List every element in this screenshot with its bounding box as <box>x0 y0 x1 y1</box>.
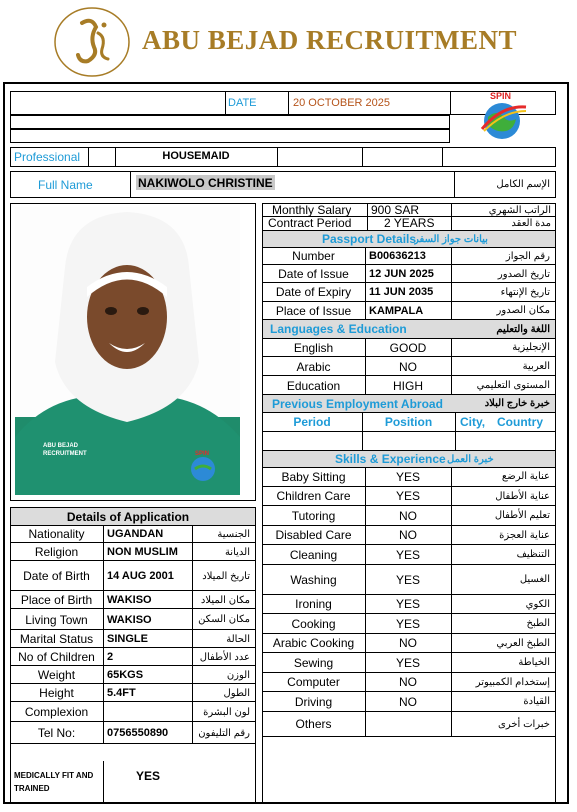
employment-col-position: Position <box>384 414 433 429</box>
skill-row-value: YES <box>395 547 420 562</box>
application-row <box>10 684 256 702</box>
medical-label: MEDICALLY FIT AND TRAINED <box>14 771 94 793</box>
skill-row <box>262 673 556 693</box>
date-label: DATE <box>228 97 257 109</box>
skill-row-label-ar: إستخدام الكمبيوتر <box>475 676 550 688</box>
skill-row <box>262 565 556 595</box>
application-row-label-ar: تاريخ الميلاد <box>202 570 250 582</box>
skill-row-value: YES <box>395 469 420 484</box>
application-title: Details of Application <box>66 509 190 524</box>
passport-row-label: Date of Expiry <box>275 285 352 300</box>
skill-row-label-ar: خبرات أخرى <box>498 718 550 730</box>
application-row <box>10 722 256 744</box>
skill-row-value: NO <box>399 528 417 543</box>
skill-row-value: NO <box>399 694 417 709</box>
passport-row-value: KAMPALA <box>369 304 424 317</box>
application-row <box>10 525 256 543</box>
passport-row <box>262 283 556 301</box>
company-name: ABU BEJAD RECRUITMENT <box>142 25 518 55</box>
employment-col-period: Period <box>293 414 331 429</box>
skill-row <box>262 526 556 546</box>
language-row <box>262 376 556 395</box>
application-row-label: Marital Status <box>19 632 94 646</box>
candidate-photo <box>15 207 240 495</box>
language-row-label: Education <box>286 378 341 393</box>
application-row-label-ar: الديانة <box>224 546 250 558</box>
skill-row-label-ar: عناية الرضع <box>501 471 550 483</box>
uniform-badge-text: SPIN <box>195 451 210 457</box>
passport-row-label-ar: رقم الجواز <box>505 250 550 262</box>
skill-row-label-ar: الطبخ العربي <box>496 637 550 649</box>
skill-row-label-ar: الكوي <box>525 598 550 610</box>
skill-row <box>262 692 556 712</box>
application-row-label: Date of Birth <box>23 569 90 583</box>
language-row-value: HIGH <box>393 378 423 393</box>
application-row <box>10 543 256 561</box>
application-row <box>10 591 256 609</box>
salary-label: Monthly Salary <box>272 203 352 217</box>
passport-row-label-ar: تاريخ الإنتهاء <box>500 286 550 298</box>
passport-title: Passport Details <box>322 232 417 246</box>
application-row-label-ar: مكان السكن <box>198 614 250 625</box>
language-row <box>262 338 556 357</box>
skill-row-label: Ironing <box>295 597 332 612</box>
profession-row <box>10 147 556 167</box>
skill-row-label: Arabic Cooking <box>272 636 355 651</box>
application-row <box>10 609 256 630</box>
application-row-label-ar: عدد الأطفال <box>199 651 250 663</box>
skill-row-label-ar: القيادة <box>523 696 550 708</box>
spin-partner-logo <box>472 93 532 145</box>
application-row-value: WAKISO <box>107 613 152 626</box>
full-name-value: NAKIWOLO CHRISTINE <box>138 175 273 190</box>
skill-row-label: Washing <box>290 572 337 587</box>
application-row-label: Weight <box>37 668 76 682</box>
passport-row-label: Date of Issue <box>278 267 349 282</box>
application-row-label-ar: رقم التليفون <box>198 727 250 739</box>
skill-row-value: NO <box>399 636 417 651</box>
application-row <box>10 561 256 591</box>
skill-row-label-ar: عناية الأطفال <box>495 490 550 502</box>
skill-row-value: YES <box>395 597 420 612</box>
passport-row-value: B00636213 <box>369 250 426 263</box>
employment-title: Previous Employment Abroad <box>272 396 443 411</box>
skill-row-label: Cooking <box>291 616 336 631</box>
passport-row <box>262 247 556 265</box>
passport-row-value: 11 JUN 2035 <box>369 286 434 299</box>
languages-title: Languages & Education <box>270 322 407 336</box>
employment-title-ar: خبرة خارج البلاد <box>484 398 550 409</box>
application-row <box>10 630 256 648</box>
skill-row-value: YES <box>395 572 420 587</box>
skill-row <box>262 614 556 634</box>
skill-row <box>262 712 556 737</box>
passport-row-label: Number <box>292 249 335 264</box>
salary-value: 900 SAR <box>371 203 420 217</box>
company-logo <box>52 5 132 80</box>
skill-row <box>262 653 556 673</box>
skill-row-value: YES <box>395 489 420 504</box>
application-row-label-ar: الجنسية <box>217 528 250 540</box>
application-row-value: UGANDAN <box>107 528 164 540</box>
skill-row <box>262 595 556 615</box>
language-row-label: Arabic <box>296 359 331 374</box>
skill-row-label: Disabled Care <box>275 528 352 543</box>
passport-row <box>262 265 556 283</box>
skill-row-value: YES <box>395 616 420 631</box>
application-row-label-ar: الوزن <box>226 669 250 681</box>
skill-row-label-ar: الطبخ <box>526 618 550 630</box>
language-row <box>262 357 556 376</box>
application-row-label: Place of Birth <box>20 593 93 607</box>
language-row-label-ar: المستوى التعليمي <box>476 380 550 391</box>
skill-row-value <box>365 712 451 737</box>
skill-row-label: Baby Sitting <box>281 469 346 484</box>
application-row-value: SINGLE <box>107 633 148 645</box>
application-row-value: 5.4FT <box>107 687 136 699</box>
passport-row-label: Place of Issue <box>275 303 352 318</box>
period-label-ar: مدة العقد <box>511 217 551 229</box>
application-row-label: Nationality <box>28 527 85 541</box>
skills-title-ar: خبرة العمل <box>447 453 494 465</box>
skill-row-value: NO <box>399 508 417 523</box>
application-row-label: Religion <box>34 545 79 559</box>
passport-row-value: 12 JUN 2025 <box>369 268 434 281</box>
application-row-value: 14 AUG 2001 <box>107 570 174 582</box>
application-row-label: Tel No: <box>37 726 76 740</box>
skill-row-label-ar: الخياطة <box>518 657 550 669</box>
skill-row-label-ar: الغسيل <box>519 574 550 585</box>
application-row-value: NON MUSLIM <box>107 546 178 558</box>
passport-row <box>262 302 556 320</box>
skill-row-label-ar: التنظيف <box>516 549 550 561</box>
application-row-label: Living Town <box>25 612 88 627</box>
skill-row-label: Children Care <box>276 489 351 504</box>
languages-title-ar: اللغة والتعليم <box>496 323 550 335</box>
date-value: 20 OCTOBER 2025 <box>293 97 391 109</box>
employment-col-country: Country <box>497 414 543 429</box>
skills-title: Skills & Experience <box>335 452 446 466</box>
employment-col-city: City, <box>460 414 486 429</box>
skill-row-label-ar: تعليم الأطفال <box>494 510 550 522</box>
passport-row-label-ar: مكان الصدور <box>496 305 550 317</box>
uniform-text: ABU BEJAD RECRUITMENT <box>43 443 87 457</box>
language-row-label: English <box>293 340 334 355</box>
skill-row <box>262 545 556 565</box>
full-name-label: Full Name <box>38 177 93 192</box>
application-row-value: 0756550890 <box>107 727 169 739</box>
language-row-label-ar: الإنجليزية <box>512 342 550 353</box>
application-row-label-ar: الطول <box>223 687 250 699</box>
application-row-value: 2 <box>107 651 114 663</box>
skill-row-label: Cleaning <box>289 547 338 562</box>
skill-row-label: Computer <box>287 675 340 690</box>
application-row-label-ar: مكان الميلاد <box>200 594 250 606</box>
period-label: Contract Period <box>268 216 352 230</box>
skill-row-label: Sewing <box>293 655 334 670</box>
skill-row <box>262 506 556 526</box>
application-row-value: 65KGS <box>107 669 144 681</box>
language-row-value: GOOD <box>389 340 427 355</box>
skill-row-label: Driving <box>294 694 333 709</box>
language-row-value: NO <box>399 359 417 374</box>
application-row <box>10 702 256 722</box>
partner-logo-text: SPIN <box>490 91 512 101</box>
language-row-label-ar: العربية <box>522 361 550 372</box>
application-row <box>10 648 256 666</box>
application-row-label: Complexion <box>24 705 89 719</box>
salary-label-ar: الراتب الشهري <box>488 204 551 216</box>
passport-row-label-ar: تاريخ الصدور <box>497 268 550 280</box>
application-row-value <box>103 702 192 722</box>
medical-value: YES <box>136 769 161 783</box>
passport-title-ar: بيانات جواز السفر <box>414 233 488 245</box>
skill-row-value: NO <box>399 675 417 690</box>
skill-row-label: Others <box>295 717 332 731</box>
calligraphy-logo-icon <box>52 5 132 80</box>
application-row-label-ar: الحالة <box>226 633 250 645</box>
period-value: 2 YEARS <box>384 216 435 230</box>
application-row-value: WAKISO <box>107 594 152 606</box>
skill-row-label-ar: عناية العجزة <box>499 529 550 541</box>
profession-value: HOUSEMAID <box>162 150 230 162</box>
application-row-label-ar: لون البشرة <box>203 706 250 718</box>
skill-row <box>262 467 556 487</box>
full-name-label-ar: الإسم الكامل <box>496 179 550 190</box>
profession-label: Professional <box>14 150 81 164</box>
application-row-label: No of Children <box>18 650 95 664</box>
application-row-label: Height <box>39 686 74 700</box>
application-row <box>10 666 256 684</box>
skill-row-label: Tutoring <box>291 508 336 523</box>
skill-row <box>262 634 556 654</box>
skill-row-value: YES <box>395 655 420 670</box>
skill-row <box>262 487 556 507</box>
